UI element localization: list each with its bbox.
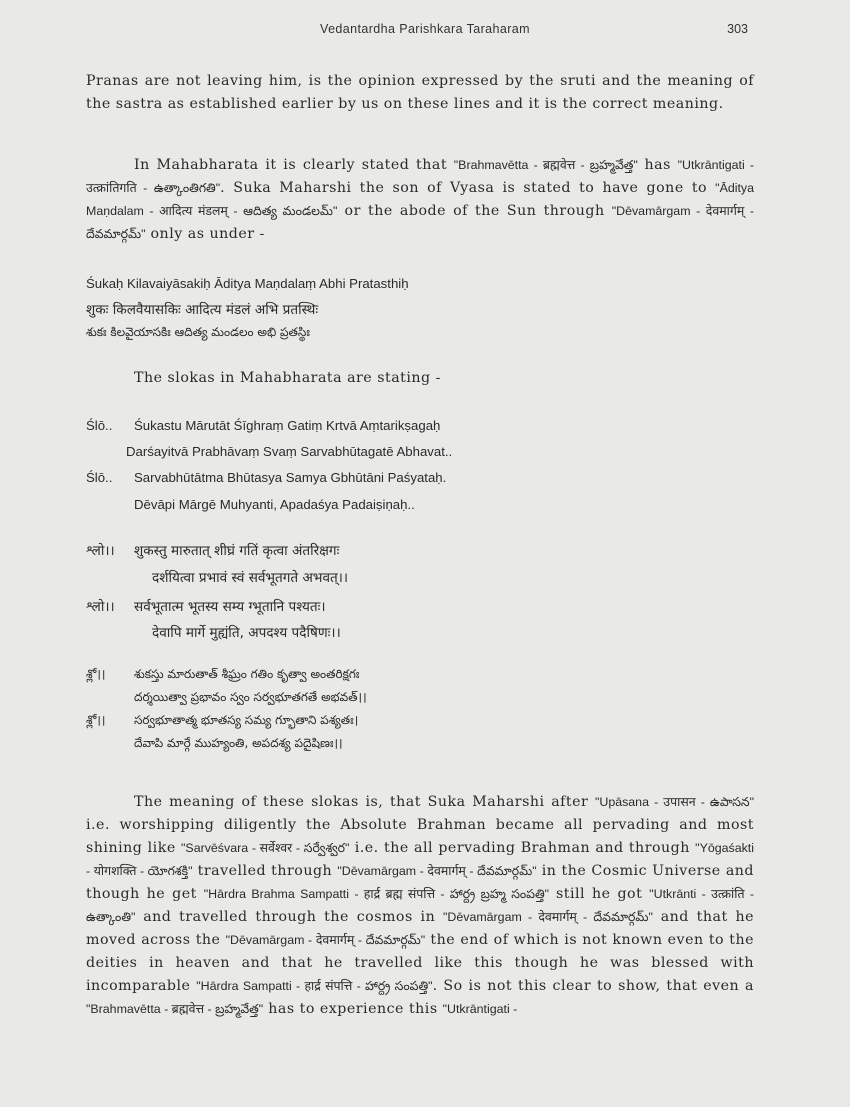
running-title: Vedantardha Parishkara Taraharam: [320, 22, 530, 36]
text: i.e. worshipping diligently the Absolute Brahman became all pervading and most shining like: [86, 817, 754, 856]
roman-sloka-line: Darśayitvā Prabhāvaṃ Svaṃ Sarvabhūtagatē Abhavat..: [126, 444, 453, 459]
sloka-label: శ్లో।।: [86, 667, 106, 681]
sloka-label: శ్లో।।: [86, 713, 106, 727]
text: . Suka Maharshi the son of Vyasa is stated to have gone to: [220, 180, 716, 196]
term-quote: "Sarvēśvara - सर्वेश्वर - సర్వేశ్వర": [181, 841, 350, 855]
paragraph-mahabharata: [86, 154, 754, 246]
telugu-sloka-line: సర్వభూతాత్మ భూతస్య సమ్య గ్భూతాని పశ్యతః।: [134, 713, 359, 727]
roman-sloka-line: Śukastu Mārutāt Śīghraṃ Gatiṃ Krtvā Aṃtarikṣagaḥ: [134, 418, 441, 433]
slokas-intro: The slokas in Mahabharata are stating -: [134, 370, 441, 386]
verse-telugu: శుకః కిలవైయాసకిః ఆదిత్య మండలం అభి ప్రతస్థిః: [86, 325, 310, 339]
sloka-label: श्लो।।: [86, 599, 115, 615]
running-header: [0, 22, 850, 42]
telugu-sloka-line: దర్శయిత్వా ప్రభావం స్వం సర్వభూతగతే అభవత్।।: [134, 690, 367, 704]
text: . So is not this clear to show, that even a: [432, 978, 755, 994]
telugu-sloka-line: శుకస్తు మారుతాత్ శీఘ్రం గతిం కృత్వా అంతరిక్షగః: [134, 667, 360, 681]
verse-devanagari: शुकः किलवैयासकिः आदित्य मंडलं अभि प्रतस्थिः: [86, 302, 319, 318]
page-number: 303: [727, 22, 748, 36]
term-quote: "Dēvamārgam - देवमार्गम् - దేవమార్గమ్": [225, 933, 426, 947]
term-quote: "Upāsana - उपासन - ఉపాసన": [594, 795, 754, 809]
text: the end of which is not known even to the deities in heaven and that he travelled like this though he was blessed with incomparable: [86, 932, 755, 994]
roman-sloka-line: Dēvāpi Mārgē Muhyanti, Apadaśya Padaiṣiṇaḥ..: [134, 497, 415, 512]
roman-sloka-line: Sarvabhūtātma Bhūtasya Samya Gbhūtāni Paśyataḥ.: [134, 470, 447, 485]
term-quote: "Dēvamārgam - देवमार्गम् - దేవమార్గమ్": [86, 204, 754, 241]
term-quote: "Hārdra Brahma Sampatti - हार्द्र ब्रह्म संपत्ति - హార్ద్ర బ్రహ్మ సంపత్తి": [203, 887, 550, 901]
devanagari-sloka-line: दर्शयित्वा प्रभावं स्वं सर्वभूतगते अभवत्।।: [152, 570, 349, 586]
text: in the Cosmic Universe and though he get: [86, 863, 754, 902]
telugu-sloka-line: దేవాపి మార్గే ముహ్యంతి, అపదశ్య పదైషిణః।।: [134, 736, 343, 750]
term-quote: "Utkrāntigati - उत्क्रांतिगति - ఉత్కాంతిగతి": [86, 158, 754, 195]
term-quote: "Dēvamārgam - देवमार्गम् - దేవమార్గమ్": [337, 864, 537, 878]
text: travelled through: [192, 863, 338, 879]
term-quote: "Dēvamārgam - देवमार्गम् - దేవమార్గమ్": [443, 910, 653, 924]
paragraph-intro: Pranas are not leaving him, is the opinion expressed by the sruti and the meaning of the sastra as established earlier by us on these lines and it is the correct meaning.: [86, 73, 754, 112]
term-quote: "Utkrāntigati -: [442, 1002, 518, 1016]
sloka-label: Ślō..: [86, 470, 113, 485]
term-quote: "Brahmavētta - ब्रह्मवेत्त - బ్రహ్మవేత్త": [86, 1002, 264, 1016]
text: has: [637, 157, 678, 173]
text: i.e. the all pervading Brahman and through: [349, 840, 696, 856]
text: The meaning of these slokas is, that Suka Maharshi after: [134, 794, 595, 810]
term-quote: "Utkrānti - उत्क्रांति - ఉత్కాంతి": [86, 887, 754, 924]
term-quote: "Brahmavētta - ब्रह्मवेत्त - బ్రహ్మవేత్త": [453, 158, 638, 172]
term-quote: "Yōgaśakti - योगशक्ति - యోగశక్తి": [86, 841, 754, 878]
sloka-label: Ślō..: [86, 418, 113, 433]
text: and travelled through the cosmos in: [135, 909, 444, 925]
devanagari-sloka-line: सर्वभूतात्म भूतस्य सम्य ग्भूतानि पश्यतः।: [134, 599, 326, 615]
paragraph-meaning: [86, 791, 754, 1021]
text: only as under -: [145, 226, 265, 242]
term-quote: "Āditya Maṇdalam - आदित्य मंडलम् - ఆదిత్య మండలమ్": [86, 181, 755, 218]
text: In Mahabharata it is clearly stated that: [134, 157, 454, 173]
text: has to experience this: [263, 1001, 443, 1017]
term-quote: "Hārdra Sampatti - हार्द्र संपत्ति - హార్ద్ర సంపత్తి": [196, 979, 433, 993]
verse-roman: Śukaḥ Kilavaiyāsakiḥ Āditya Maṇdalaṃ Abhi Pratasthiḥ: [86, 276, 409, 291]
text: and that he moved across the: [86, 909, 755, 948]
devanagari-sloka-line: देवापि मार्गे मुह्यंति, अपदश्य पदैषिणः।।: [152, 625, 341, 641]
text: still he got: [549, 886, 650, 902]
devanagari-sloka-line: शुकस्तु मारुतात् शीघ्रं गतिं कृत्वा अंतरिक्षगः: [134, 543, 340, 559]
text: or the abode of the Sun through: [337, 203, 612, 219]
sloka-label: श्लो।।: [86, 543, 115, 559]
